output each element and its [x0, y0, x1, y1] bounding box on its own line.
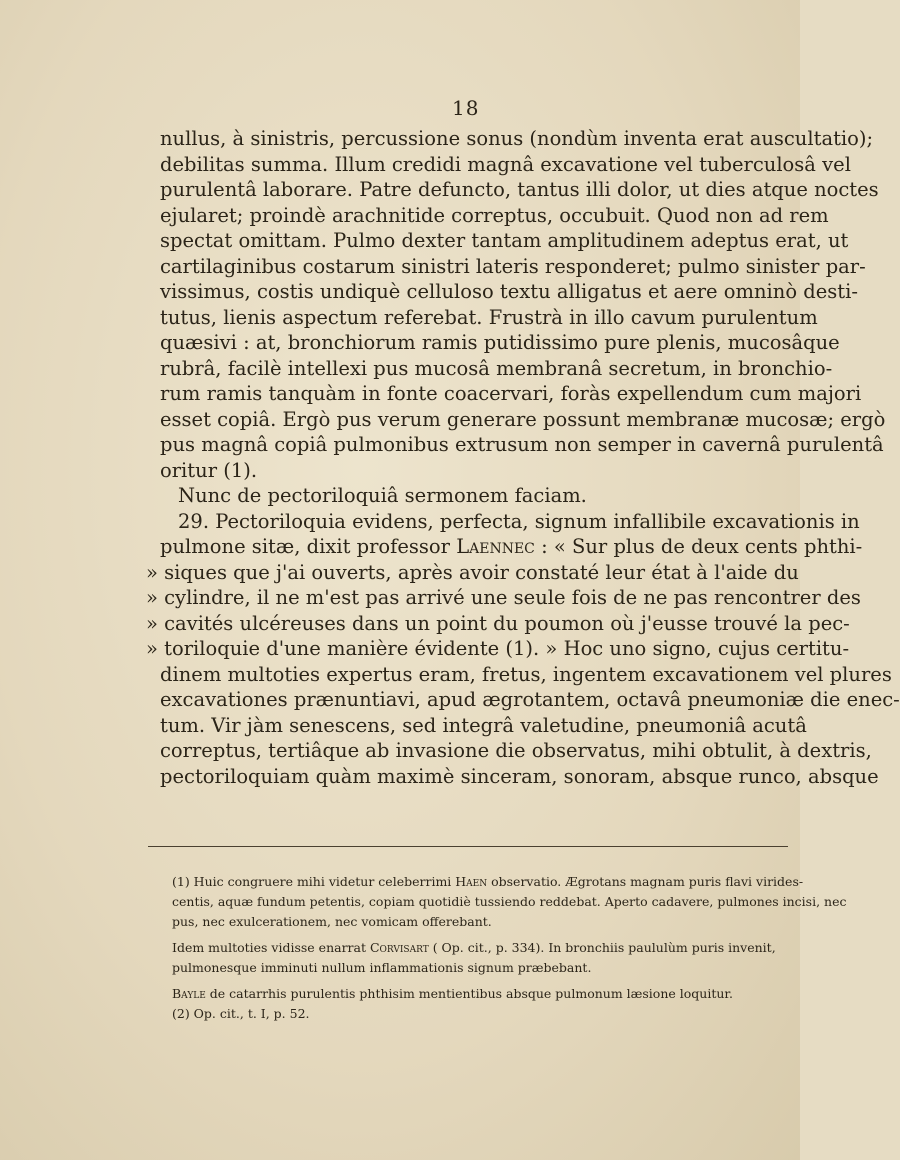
- author-name: Laennec: [456, 535, 535, 558]
- text-line: purulentâ laborare. Patre defuncto, tantus illi dolor, ut dies atque noctes: [160, 178, 879, 201]
- footnote-line: [172, 958, 772, 978]
- text-line: esset copiâ. Ergò pus verum generare possunt membranæ mucosæ; ergò: [160, 407, 886, 431]
- text-line: ejularet; proindè arachnitide correptus, occubuit. Quod non ad rem: [160, 203, 829, 227]
- cited-author: Haen: [455, 874, 488, 889]
- footnote-segment: ( Op. cit., p. 334). In bronchiis paululùm puris invenit,: [428, 940, 776, 955]
- text-line: tutus, lienis aspectum referebat. Frustrà in illo cavum purulentum: [160, 305, 818, 329]
- text-line: Nunc de pectoriloquiâ sermonem faciam.: [178, 484, 587, 507]
- text-line: excavationes prænuntiavi, apud ægrotantem, octavâ pneumoniæ die enec-: [160, 688, 900, 711]
- cited-author: Bayle: [172, 986, 206, 1001]
- footnote-line: [172, 872, 804, 892]
- text-line: cartilaginibus costarum sinistri lateris responderet; pulmo sinister par-: [160, 254, 866, 278]
- text-line: rum ramis tanquàm in fonte coacervari, foràs expellendum cum majori: [160, 382, 862, 405]
- text-line: nullus, à sinistris, percussione sonus (nondùm inventa erat auscultatio);: [160, 127, 874, 150]
- footnote-segment: centis, aquæ fundum petentis, copiam quotidiè tussiendo reddebat. Aperto cadavere, pulmones incisi, nec: [172, 894, 847, 909]
- footnote-segment: Idem multoties vidisse enarrat: [172, 940, 370, 955]
- text-line: pectoriloquiam quàm maximè sinceram, sonoram, absque runco, absque: [160, 764, 879, 788]
- footnote-line: [172, 892, 847, 912]
- text-line: » siques que j'ai ouverts, après avoir constaté leur état à l'aide du: [146, 560, 799, 584]
- text-line: rubrâ, facilè intellexi pus mucosâ membranâ secretum, in bronchio-: [160, 356, 833, 380]
- footnotes: [172, 872, 847, 1024]
- footnote-segment: pulmonesque imminuti nullum inflammationis signum præbebant.: [172, 960, 592, 975]
- text-line: » cavités ulcéreuses dans un point du poumon où j'eusse trouvé la pec-: [146, 611, 850, 635]
- footnote-segment: (1) Huic congruere mihi videtur celeberrimi: [172, 874, 456, 889]
- text-line: debilitas summa. Illum credidi magnâ excavatione vel tuberculosâ vel: [160, 152, 851, 176]
- text-line: vissimus, costis undiquè celluloso textu alligatus et aere omninò desti-: [160, 280, 858, 303]
- text-line: [160, 534, 863, 560]
- text-line: spectat omittam. Pulmo dexter tantam amplitudinem adeptus erat, ut: [160, 229, 849, 252]
- text-line: pus magnâ copiâ pulmonibus extrusum non semper in cavernâ purulentâ: [160, 433, 884, 456]
- footnote-segment: de catarrhis purulentis phthisim mentientibus absque pulmonum læsione loquitur.: [205, 986, 733, 1001]
- footnote-segment: (2) Op. cit., t. I, p. 52.: [172, 1006, 310, 1021]
- text-line: » toriloquie d'une manière évidente (1). » Hoc uno signo, cujus certitu-: [146, 637, 850, 660]
- text-line: quæsivi : at, bronchiorum ramis putidissimo pure plenis, mucosâque: [160, 331, 840, 354]
- cited-author: Corvisart: [369, 940, 429, 955]
- body-text: [146, 126, 900, 789]
- footnote-segment: observatio. Ægrotans magnam puris flavi virides-: [487, 874, 804, 889]
- text-line: » cylindre, il ne m'est pas arrivé une seule fois de ne pas rencontrer des: [146, 586, 861, 609]
- text-line: oritur (1).: [160, 458, 258, 482]
- footnote-rule: [148, 846, 788, 847]
- line-segment: pulmone sitæ, dixit professor: [160, 535, 457, 558]
- footnote-line: [172, 912, 772, 932]
- line-segment: : « Sur plus de deux cents phthi-: [534, 535, 863, 558]
- text-line: correptus, tertiâque ab invasione die observatus, mihi obtulit, à dextris,: [160, 739, 872, 762]
- footnote-line: [172, 984, 772, 1004]
- footnote-line: [172, 938, 776, 958]
- text-line: dinem multoties expertus eram, fretus, ingentem excavationem vel plures: [160, 662, 892, 686]
- text-line: 29. Pectoriloquia evidens, perfecta, signum infallibile excavationis in: [178, 509, 860, 533]
- footnote-segment: pus, nec exulcerationem, nec vomicam offerebant.: [172, 914, 492, 929]
- footnote-line: [172, 1004, 772, 1024]
- text-line: tum. Vir jàm senescens, sed integrâ valetudine, pneumoniâ acutâ: [160, 713, 807, 737]
- page-number: 18: [452, 96, 480, 120]
